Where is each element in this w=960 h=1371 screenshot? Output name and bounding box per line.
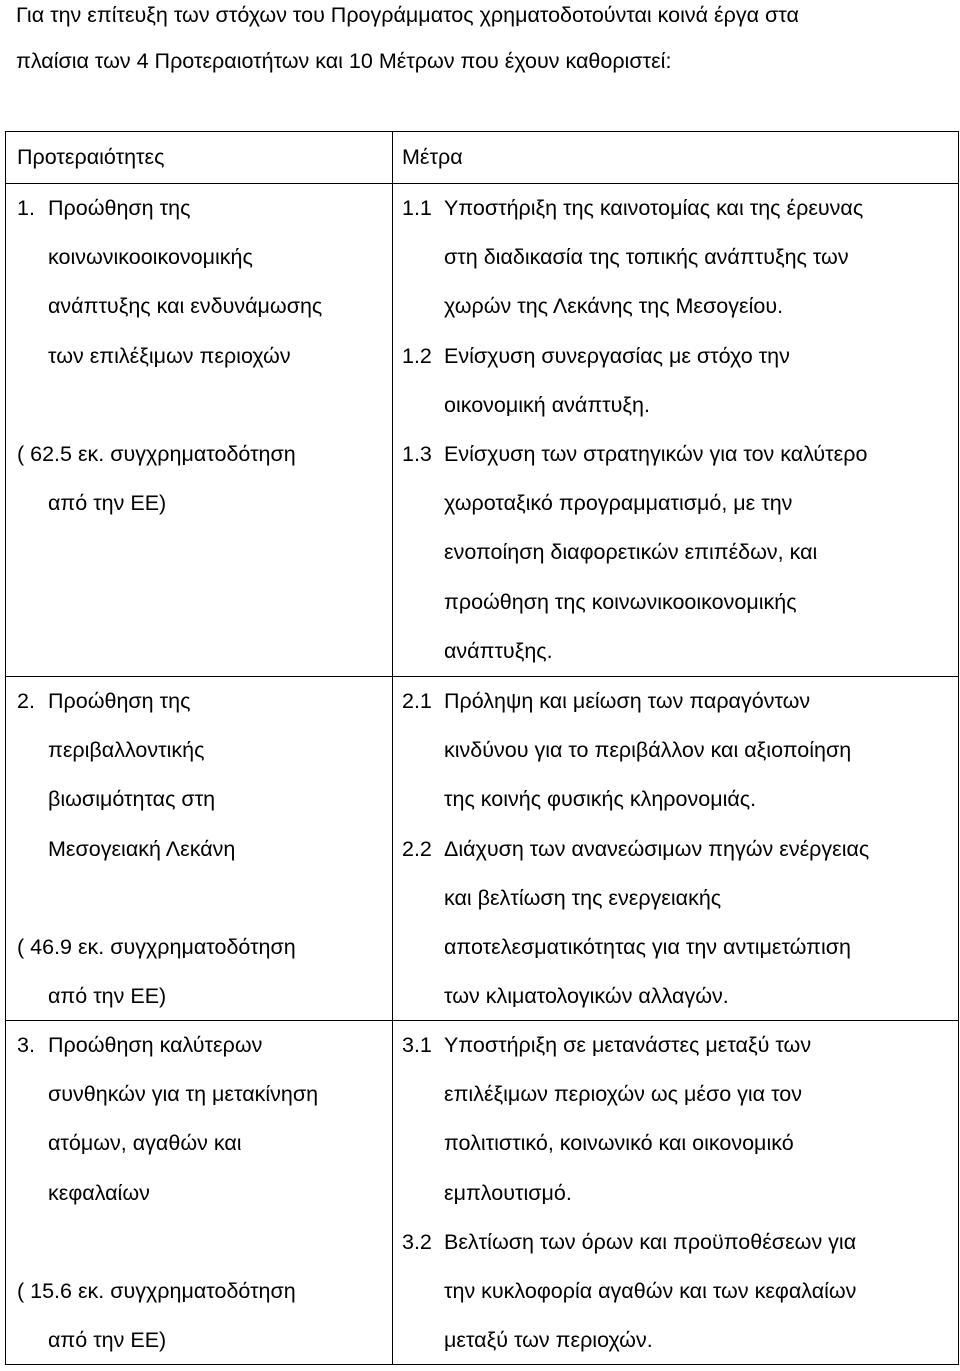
intro-line-2: πλαίσια των 4 Προτεραιοτήτων και 10 Μέτρων που έχουν καθοριστεί: (16, 49, 672, 73)
header-priorities: Προτεραιότητες (17, 145, 165, 169)
measure-2-1: 2.1 Πρόληψη και μείωση των παραγόντων (402, 689, 811, 713)
priority-3: 3. Προώθηση καλύτερων συνθηκών για τη μετακίνηση ατόμων, αγαθών και κεφαλαίων ( 15.6 εκ. συγχρηματοδότηση από την ΕΕ) (17, 1021, 318, 1365)
measure-1-1: 1.1 Υποστήριξη της καινοτομίας και της έρευνας (402, 196, 864, 220)
column-divider (392, 132, 393, 1364)
priority-title-line: 3. Προώθηση καλύτερων (17, 1033, 263, 1057)
measures-2: 2.1 Πρόληψη και μείωση των παραγόντων κινδύνου για το περιβάλλον και αξιοποίηση της κοινής φυσικής κληρονομιάς. 2.2 Διάχυση των ανανεώσιμων πηγών ενέργειας και βελτίωση της ενεργειακής αποτελεσματικότητας για την αντιμετώπιση των κλιματολογικών αλλαγών. (402, 677, 869, 1021)
priority-funding: ( 62.5 εκ. συγχρηματοδότηση (17, 441, 296, 466)
header-measures: Μέτρα (402, 145, 463, 169)
priority-title-line: 1. Προώθηση της (17, 196, 191, 220)
measure-3-1: 3.1 Υποστήριξη σε μετανάστες μεταξύ των (402, 1033, 812, 1057)
priorities-measures-table (5, 131, 959, 1365)
measures-3: 3.1 Υποστήριξη σε μετανάστες μεταξύ των επιλέξιμων περιοχών ως μέσο για τον πολιτιστικό, κοινωνικό και οικονομικό εμπλουτισμό. 3.2 Βελτίωση των όρων και προϋποθέσεων για την κυκλοφορία αγαθών και των κεφαλαίων μεταξύ των περιοχών. (402, 1021, 856, 1365)
measure-1-3: 1.3 Ενίσχυση των στρατηγικών για τον καλύτερο (402, 441, 868, 466)
measure-3-2: 3.2 Βελτίωση των όρων και προϋποθέσεων για (402, 1229, 857, 1254)
measure-1-2: 1.2 Ενίσχυση συνεργασίας με στόχο την (402, 343, 790, 368)
priority-1: 1. Προώθηση της κοινωνικοοικονομικής ανάπτυξης και ενδυνάμωσης των επιλέξιμων περιοχών ( 62.5 εκ. συγχρηματοδότηση από την ΕΕ) (17, 184, 322, 528)
intro-paragraph (16, 0, 946, 88)
intro-line-1: Για την επίτευξη των στόχων του Προγράμματος χρηματοδοτούνται κοινά έργα στα (16, 3, 799, 27)
priority-title-line: 2. Προώθηση της (17, 689, 191, 713)
measure-2-2: 2.2 Διάχυση των ανανεώσιμων πηγών ενέργειας (402, 836, 870, 861)
priority-2: 2. Προώθηση της περιβαλλοντικής βιωσιμότητας στη Μεσογειακή Λεκάνη ( 46.9 εκ. συγχρηματοδότηση από την ΕΕ) (17, 677, 296, 1021)
priority-funding: ( 46.9 εκ. συγχρηματοδότηση (17, 934, 296, 959)
measures-1: 1.1 Υποστήριξη της καινοτομίας και της έρευνας στη διαδικασία της τοπικής ανάπτυξης των χωρών της Λεκάνης της Μεσογείου. 1.2 Ενίσχυση συνεργασίας με στόχο την οικονομική ανάπτυξη. 1.3 Ενίσχυση των στρατηγικών για τον καλύτερο χωροταξικό προγραμματισμό, με την ενοποίηση διαφορετικών επιπέδων, και προώθηση της κοινωνικοοικονομικής ανάπτυξης. (402, 184, 867, 676)
priority-funding: ( 15.6 εκ. συγχρηματοδότηση (17, 1278, 296, 1303)
